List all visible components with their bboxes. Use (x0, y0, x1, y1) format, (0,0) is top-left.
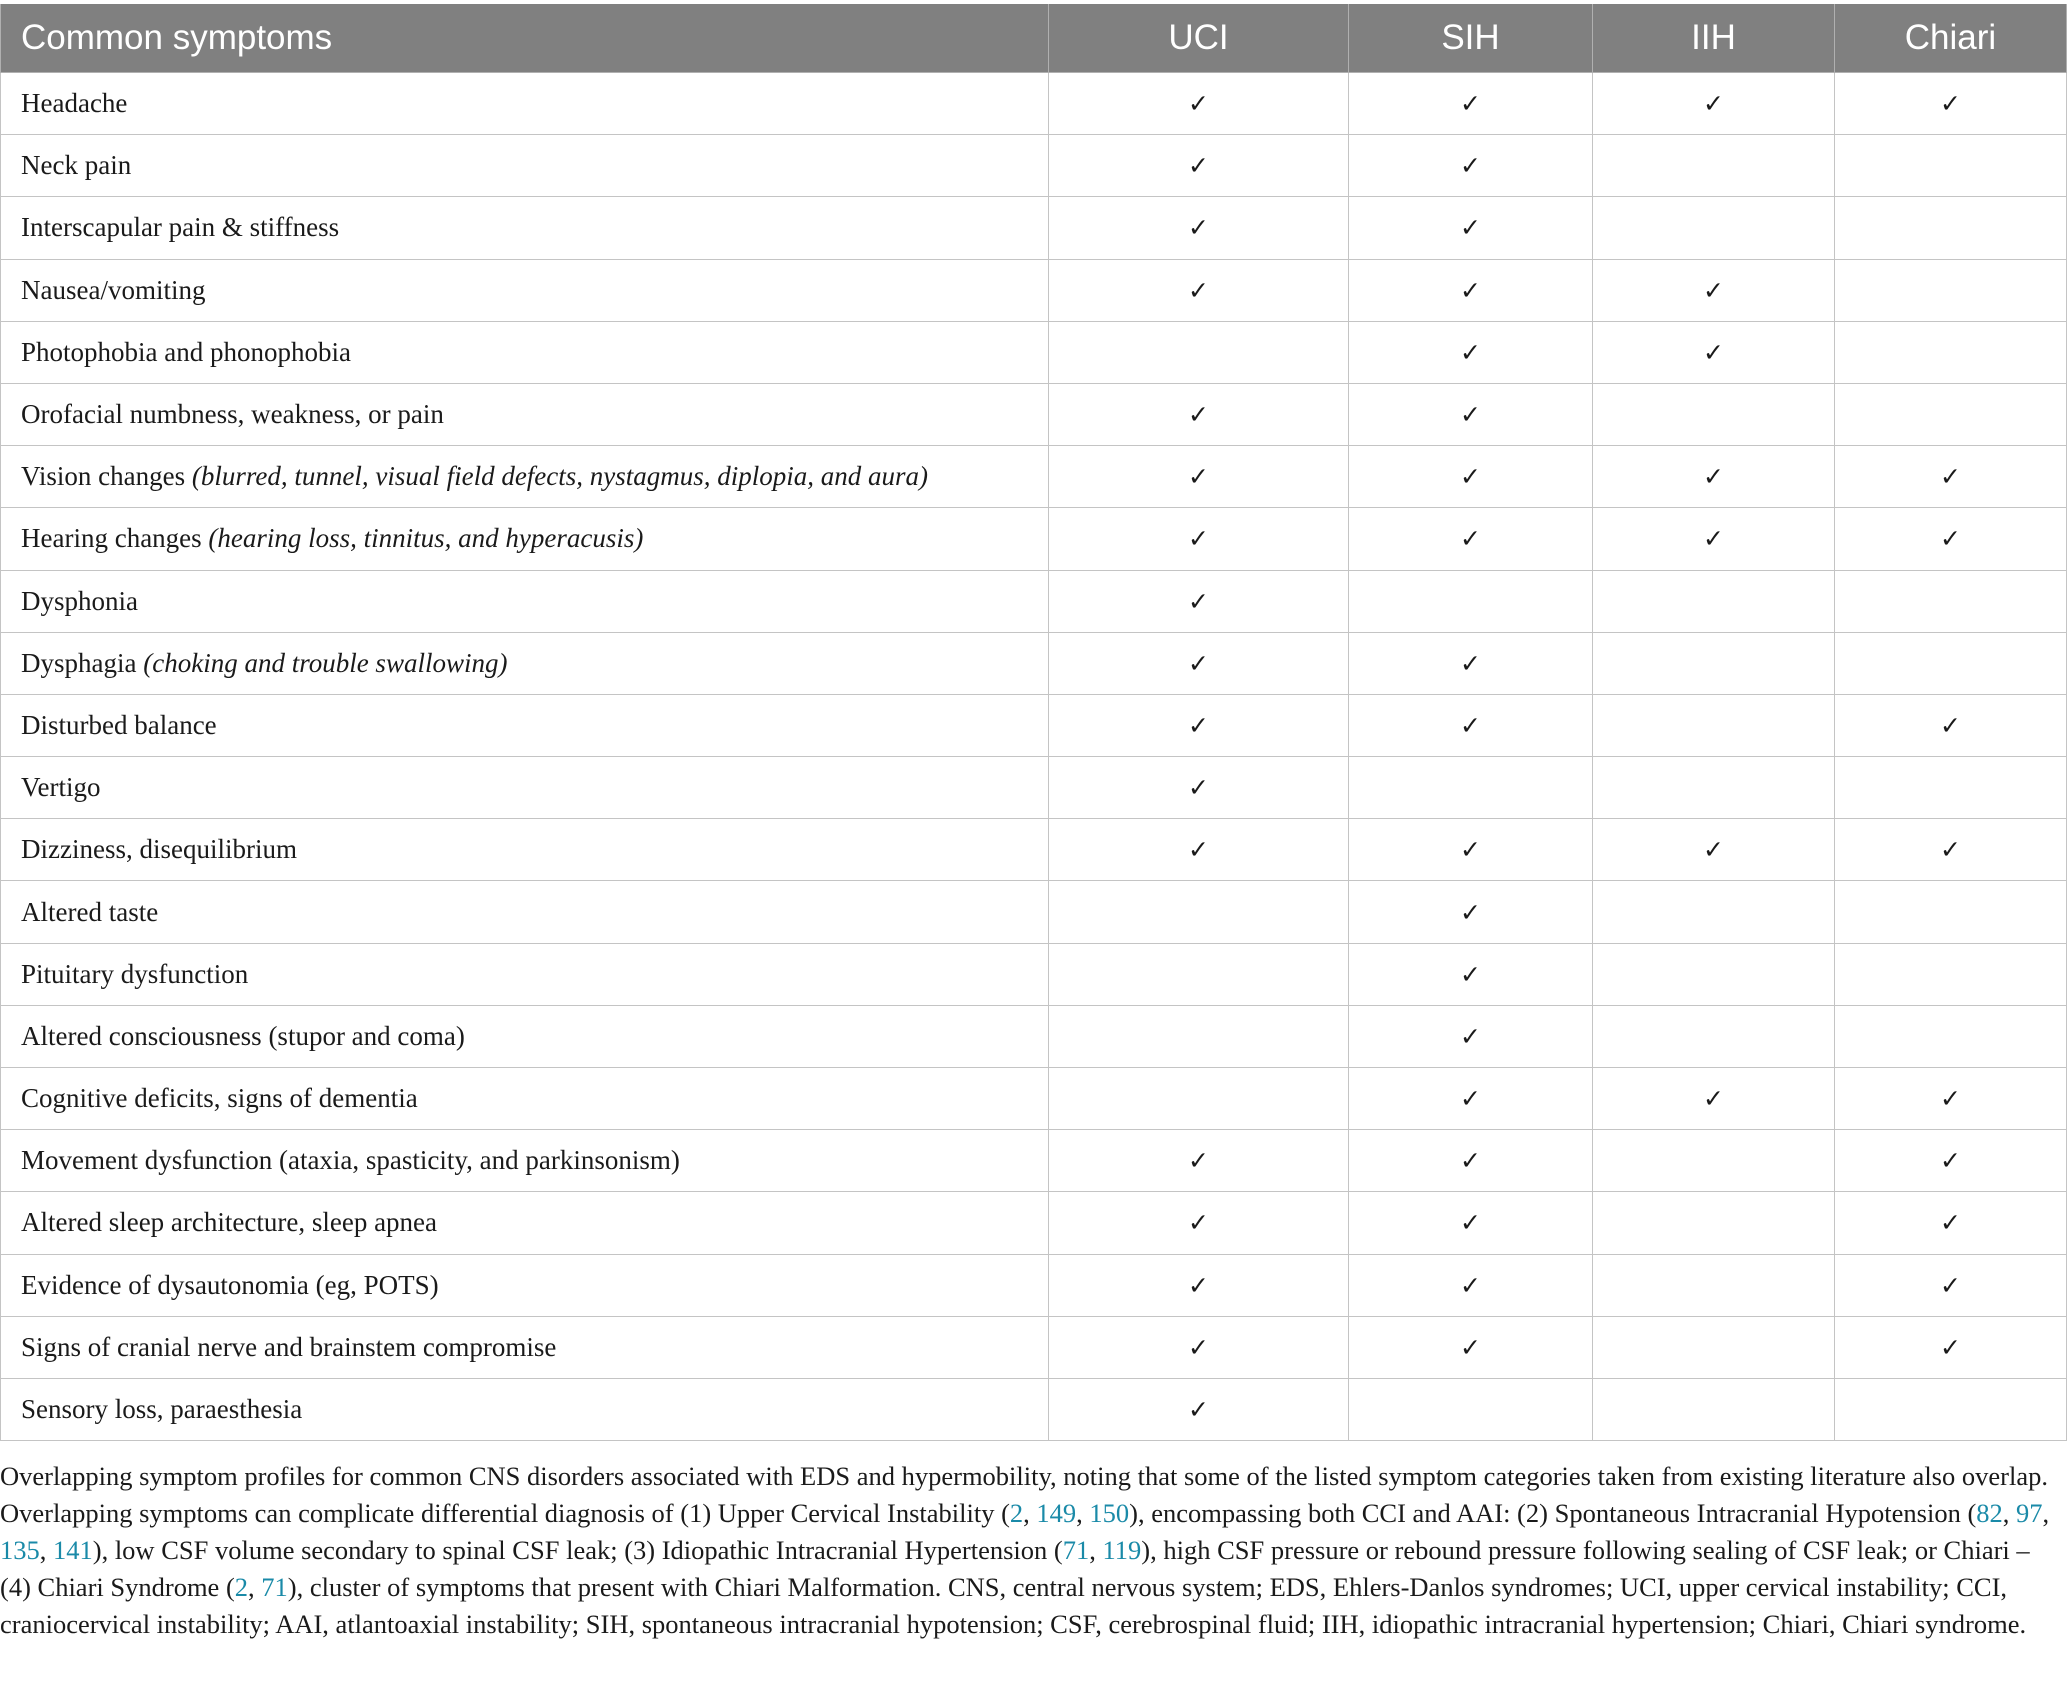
check-mark-icon: ✓ (1460, 710, 1481, 740)
header-row (1, 4, 2067, 73)
reference-link[interactable]: 71 (1062, 1535, 1090, 1565)
symptom-label: Interscapular pain & stiffness (21, 212, 340, 243)
symptom-cell (1, 881, 1049, 943)
check-mark-icon: ✓ (1460, 89, 1481, 119)
cell-iih (1593, 135, 1835, 197)
symptom-cell (1, 1005, 1049, 1067)
check-mark-icon: ✓ (1703, 835, 1724, 865)
symptom-label: Evidence of dysautonomia (eg, POTS) (21, 1269, 439, 1300)
check-mark-icon: ✓ (1188, 524, 1209, 554)
symptom-label: Disturbed balance (21, 709, 217, 740)
table-row (1, 197, 2067, 259)
caption-text: , (1023, 1498, 1037, 1528)
symptom-label: Headache (21, 88, 128, 119)
check-mark-icon: ✓ (1460, 1332, 1481, 1362)
cell-uci (1049, 446, 1349, 508)
check-mark-icon: ✓ (1460, 1270, 1481, 1300)
cell-uci (1049, 1316, 1349, 1378)
table-row (1, 446, 2067, 508)
table-row (1, 757, 2067, 819)
cell-iih (1593, 1254, 1835, 1316)
symptom-label: Dizziness, disequilibrium (21, 834, 297, 865)
table-container (0, 4, 2067, 1441)
check-mark-icon: ✓ (1188, 1208, 1209, 1238)
cell-chiari (1835, 446, 2067, 508)
check-mark-icon: ✓ (1940, 710, 1961, 740)
cell-sih (1349, 1068, 1593, 1130)
cell-chiari (1835, 570, 2067, 632)
cell-iih (1593, 694, 1835, 756)
reference-link[interactable]: 2 (1009, 1498, 1024, 1528)
caption-text: , (1076, 1498, 1090, 1528)
check-mark-icon: ✓ (1940, 462, 1961, 492)
check-mark-icon: ✓ (1460, 213, 1481, 243)
caption-text: , (248, 1572, 262, 1602)
caption-text: , (2002, 1498, 2017, 1528)
cell-sih (1349, 943, 1593, 1005)
cell-uci (1049, 321, 1349, 383)
header-sih: SIH (1349, 4, 1593, 73)
check-mark-icon: ✓ (1460, 897, 1481, 927)
cell-iih (1593, 1130, 1835, 1192)
symptom-label: Cognitive deficits, signs of dementia (21, 1083, 418, 1114)
symptom-cell (1, 819, 1049, 881)
cell-uci (1049, 943, 1349, 1005)
symptom-cell (1, 383, 1049, 445)
symptom-label: Neck pain (21, 150, 132, 181)
symptom-label: Pituitary dysfunction (21, 958, 249, 989)
cell-chiari (1835, 1005, 2067, 1067)
header-iih: IIH (1593, 4, 1835, 73)
header-chiari: Chiari (1835, 4, 2067, 73)
table-row (1, 1316, 2067, 1378)
check-mark-icon: ✓ (1703, 524, 1724, 554)
cell-sih (1349, 259, 1593, 321)
check-mark-icon: ✓ (1188, 1332, 1209, 1362)
reference-link[interactable]: 2 (234, 1572, 249, 1602)
reference-link[interactable]: 150 (1089, 1498, 1130, 1528)
symptom-label: Sensory loss, paraesthesia (21, 1394, 303, 1425)
symptom-cell (1, 1068, 1049, 1130)
table-row (1, 1254, 2067, 1316)
table-row (1, 819, 2067, 881)
symptom-cell (1, 1316, 1049, 1378)
check-mark-icon: ✓ (1460, 959, 1481, 989)
check-mark-icon: ✓ (1188, 1146, 1209, 1176)
header-common-symptoms: Common symptoms (1, 4, 1049, 73)
symptom-label: Orofacial numbness, weakness, or pain (21, 399, 444, 430)
check-mark-icon: ✓ (1188, 89, 1209, 119)
cell-uci (1049, 1254, 1349, 1316)
table-row (1, 1005, 2067, 1067)
cell-sih (1349, 508, 1593, 570)
symptom-cell (1, 446, 1049, 508)
check-mark-icon: ✓ (1460, 275, 1481, 305)
symptom-cell (1, 73, 1049, 135)
caption-text: ), encompassing both CCI and AAI: (2) Spontaneous Intracranial Hypotension ( (1129, 1498, 1977, 1528)
symptom-cell (1, 694, 1049, 756)
symptom-table (0, 4, 2067, 1441)
check-mark-icon: ✓ (1460, 1084, 1481, 1114)
check-mark-icon: ✓ (1940, 835, 1961, 865)
cell-uci (1049, 632, 1349, 694)
cell-iih (1593, 197, 1835, 259)
cell-chiari (1835, 259, 2067, 321)
cell-chiari (1835, 1316, 2067, 1378)
check-mark-icon: ✓ (1188, 462, 1209, 492)
cell-iih (1593, 881, 1835, 943)
cell-chiari (1835, 383, 2067, 445)
table-header (1, 4, 2067, 73)
check-mark-icon: ✓ (1940, 89, 1961, 119)
symptom-label: Movement dysfunction (ataxia, spasticity, and parkinsonism) (21, 1145, 680, 1176)
table-row (1, 135, 2067, 197)
cell-uci (1049, 259, 1349, 321)
cell-chiari (1835, 197, 2067, 259)
cell-sih (1349, 73, 1593, 135)
cell-uci (1049, 135, 1349, 197)
check-mark-icon: ✓ (1188, 400, 1209, 430)
table-caption (0, 1458, 2050, 1643)
table-body (1, 73, 2067, 1441)
reference-link[interactable]: 135 (0, 1535, 40, 1565)
table-row (1, 508, 2067, 570)
caption-text: Overlapping symptom profiles for common CNS disorders associated with EDS and hypermobility, noting that some of the listed symptom categories taken from existing literature also overlap. Overlapping symptoms can complicate differential diagnosis of (1) Upper Cervical Instability ( (0, 1461, 2048, 1528)
cell-iih (1593, 1068, 1835, 1130)
cell-chiari (1835, 632, 2067, 694)
symptom-cell (1, 757, 1049, 819)
header-uci: UCI (1049, 4, 1349, 73)
cell-chiari (1835, 1068, 2067, 1130)
cell-uci (1049, 694, 1349, 756)
check-mark-icon: ✓ (1188, 151, 1209, 181)
check-mark-icon: ✓ (1460, 1021, 1481, 1051)
symptom-label: Altered sleep architecture, sleep apnea (21, 1207, 438, 1238)
caption-text: ), low CSF volume secondary to spinal CSF leak; (3) Idiopathic Intracranial Hypertension ( (92, 1535, 1063, 1565)
check-mark-icon: ✓ (1188, 1270, 1209, 1300)
cell-sih (1349, 1316, 1593, 1378)
check-mark-icon: ✓ (1940, 524, 1961, 554)
cell-sih (1349, 446, 1593, 508)
cell-chiari (1835, 135, 2067, 197)
cell-iih (1593, 943, 1835, 1005)
symptom-cell (1, 1378, 1049, 1440)
check-mark-icon: ✓ (1188, 773, 1209, 803)
cell-uci (1049, 1005, 1349, 1067)
cell-uci (1049, 1130, 1349, 1192)
symptom-cell (1, 135, 1049, 197)
cell-uci (1049, 819, 1349, 881)
cell-iih (1593, 321, 1835, 383)
cell-iih (1593, 1005, 1835, 1067)
cell-chiari (1835, 881, 2067, 943)
check-mark-icon: ✓ (1188, 648, 1209, 678)
reference-link[interactable]: 97 (2016, 1498, 2043, 1528)
table-row (1, 73, 2067, 135)
symptom-cell (1, 1192, 1049, 1254)
table-row (1, 881, 2067, 943)
cell-iih (1593, 383, 1835, 445)
cell-iih (1593, 73, 1835, 135)
check-mark-icon: ✓ (1460, 835, 1481, 865)
cell-chiari (1835, 1378, 2067, 1440)
symptom-detail: (hearing loss, tinnitus, and hyperacusis) (208, 523, 644, 554)
caption-text: ), cluster of symptoms that present with Chiari Malformation. CNS, central nervous system; EDS, Ehlers-Danlos syndromes; UCI, upper cervical instability; CCI, craniocervical instability; AAI, atlantoaxial instability; SIH, spontaneous intracranial hypotension; CSF, cerebrospinal fluid; IIH, idiopathic intracranial hypertension; Chiari, Chiari syndrome. (0, 1572, 2027, 1639)
cell-iih (1593, 446, 1835, 508)
symptom-label: Vertigo (21, 772, 101, 803)
cell-chiari (1835, 73, 2067, 135)
caption-text: , (2042, 1498, 2050, 1528)
cell-uci (1049, 570, 1349, 632)
check-mark-icon: ✓ (1940, 1208, 1961, 1238)
cell-chiari (1835, 757, 2067, 819)
caption-text: , (39, 1535, 53, 1565)
cell-iih (1593, 1192, 1835, 1254)
symptom-cell (1, 943, 1049, 1005)
cell-sih (1349, 694, 1593, 756)
cell-sih (1349, 757, 1593, 819)
check-mark-icon: ✓ (1460, 151, 1481, 181)
symptom-label: Hearing changes (21, 523, 209, 554)
cell-sih (1349, 383, 1593, 445)
cell-iih (1593, 819, 1835, 881)
table-row (1, 1192, 2067, 1254)
symptom-detail: (blurred, tunnel, visual field defects, nystagmus, diplopia, and aura) (191, 461, 929, 492)
cell-chiari (1835, 1192, 2067, 1254)
reference-link[interactable]: 71 (261, 1572, 288, 1602)
symptom-label: Dysphagia (21, 647, 144, 678)
check-mark-icon: ✓ (1460, 400, 1481, 430)
cell-sih (1349, 321, 1593, 383)
cell-sih (1349, 1378, 1593, 1440)
cell-chiari (1835, 694, 2067, 756)
cell-uci (1049, 1068, 1349, 1130)
check-mark-icon: ✓ (1703, 462, 1724, 492)
symptom-label: Signs of cranial nerve and brainstem compromise (21, 1331, 557, 1362)
cell-uci (1049, 197, 1349, 259)
table-row (1, 943, 2067, 1005)
symptom-label: Photophobia and phonophobia (21, 336, 351, 367)
cell-sih (1349, 632, 1593, 694)
check-mark-icon: ✓ (1703, 89, 1724, 119)
table-row (1, 1130, 2067, 1192)
check-mark-icon: ✓ (1188, 586, 1209, 616)
caption-text: , (1089, 1535, 1103, 1565)
cell-iih (1593, 632, 1835, 694)
check-mark-icon: ✓ (1940, 1270, 1961, 1300)
reference-link[interactable]: 141 (53, 1535, 93, 1565)
cell-uci (1049, 508, 1349, 570)
cell-iih (1593, 1378, 1835, 1440)
symptom-cell (1, 321, 1049, 383)
check-mark-icon: ✓ (1940, 1084, 1961, 1114)
check-mark-icon: ✓ (1188, 835, 1209, 865)
cell-uci (1049, 757, 1349, 819)
symptom-cell (1, 1130, 1049, 1192)
cell-sih (1349, 1130, 1593, 1192)
check-mark-icon: ✓ (1188, 275, 1209, 305)
symptom-cell (1, 1254, 1049, 1316)
cell-chiari (1835, 321, 2067, 383)
check-mark-icon: ✓ (1460, 1146, 1481, 1176)
reference-link[interactable]: 82 (1976, 1498, 2003, 1528)
cell-chiari (1835, 1254, 2067, 1316)
check-mark-icon: ✓ (1703, 337, 1724, 367)
cell-iih (1593, 259, 1835, 321)
cell-sih (1349, 1192, 1593, 1254)
table-row (1, 632, 2067, 694)
cell-uci (1049, 383, 1349, 445)
check-mark-icon: ✓ (1460, 648, 1481, 678)
table-row (1, 1378, 2067, 1440)
check-mark-icon: ✓ (1460, 524, 1481, 554)
cell-sih (1349, 1254, 1593, 1316)
table-row (1, 259, 2067, 321)
check-mark-icon: ✓ (1940, 1146, 1961, 1176)
table-row (1, 383, 2067, 445)
symptom-cell (1, 508, 1049, 570)
symptom-label: Vision changes (21, 461, 192, 492)
cell-sih (1349, 135, 1593, 197)
symptom-cell (1, 570, 1049, 632)
cell-sih (1349, 570, 1593, 632)
caption-text: ), high CSF pressure or rebound pressure following sealing of CSF leak; or Chiari – (4) Chiari Syndrome ( (0, 1535, 2030, 1602)
check-mark-icon: ✓ (1460, 337, 1481, 367)
cell-chiari (1835, 819, 2067, 881)
cell-chiari (1835, 1130, 2067, 1192)
symptom-cell (1, 632, 1049, 694)
check-mark-icon: ✓ (1188, 1395, 1209, 1425)
check-mark-icon: ✓ (1940, 1332, 1961, 1362)
check-mark-icon: ✓ (1703, 275, 1724, 305)
table-row (1, 694, 2067, 756)
symptom-label: Altered taste (21, 896, 159, 927)
check-mark-icon: ✓ (1188, 710, 1209, 740)
symptom-cell (1, 259, 1049, 321)
check-mark-icon: ✓ (1460, 462, 1481, 492)
symptom-label: Altered consciousness (stupor and coma) (21, 1020, 465, 1051)
cell-uci (1049, 73, 1349, 135)
table-row (1, 570, 2067, 632)
cell-sih (1349, 881, 1593, 943)
symptom-detail: (choking and trouble swallowing) (143, 647, 508, 678)
check-mark-icon: ✓ (1703, 1084, 1724, 1114)
cell-sih (1349, 819, 1593, 881)
check-mark-icon: ✓ (1188, 213, 1209, 243)
cell-iih (1593, 508, 1835, 570)
symptom-label: Nausea/vomiting (21, 274, 206, 305)
cell-sih (1349, 1005, 1593, 1067)
cell-iih (1593, 1316, 1835, 1378)
cell-sih (1349, 197, 1593, 259)
cell-uci (1049, 1378, 1349, 1440)
reference-link[interactable]: 119 (1102, 1535, 1142, 1565)
cell-uci (1049, 881, 1349, 943)
reference-link[interactable]: 149 (1036, 1498, 1077, 1528)
check-mark-icon: ✓ (1460, 1208, 1481, 1238)
cell-chiari (1835, 943, 2067, 1005)
table-row (1, 1068, 2067, 1130)
symptom-cell (1, 197, 1049, 259)
cell-chiari (1835, 508, 2067, 570)
table-row (1, 321, 2067, 383)
cell-iih (1593, 570, 1835, 632)
cell-iih (1593, 757, 1835, 819)
symptom-label: Dysphonia (21, 585, 138, 616)
cell-uci (1049, 1192, 1349, 1254)
